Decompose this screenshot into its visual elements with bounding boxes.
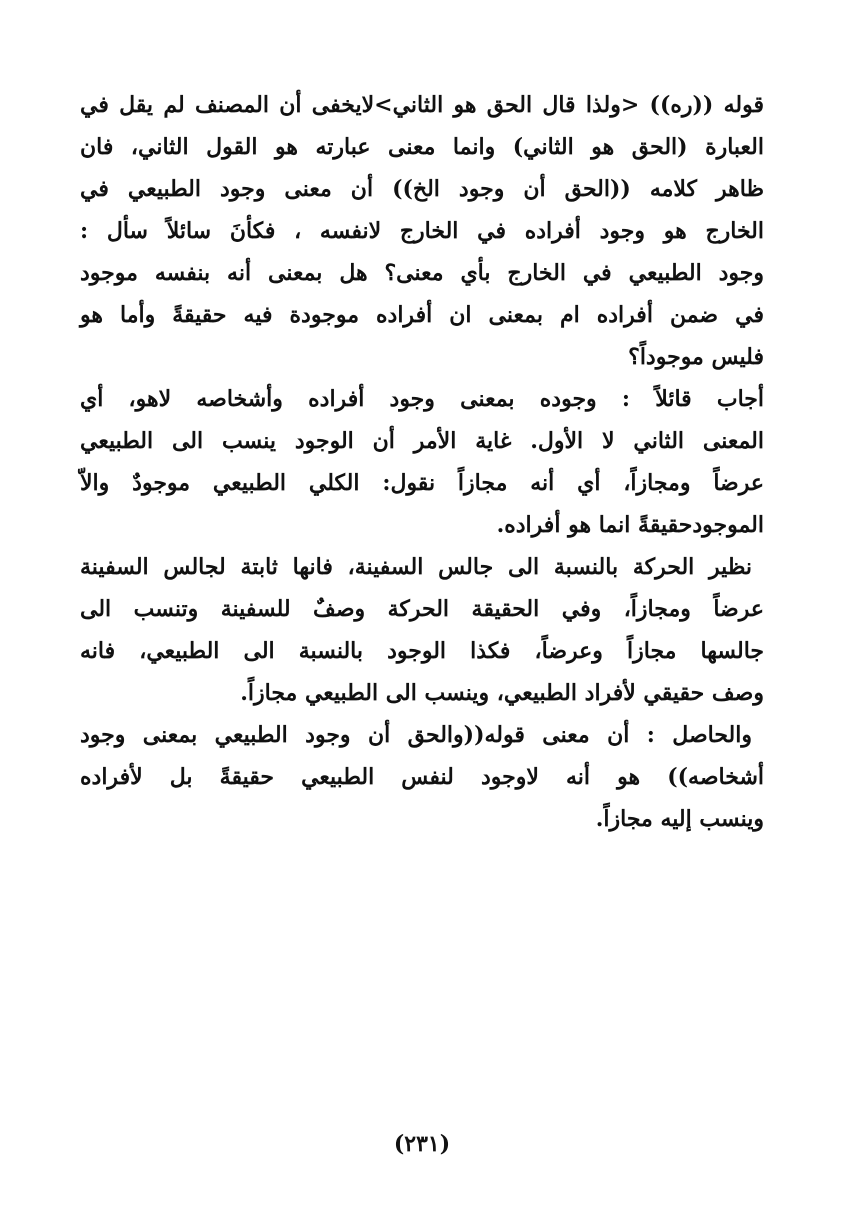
text-line: قوله ((ره)) <ولذا قال الحق هو الثاني>لايخفى أن المصنف لم يقل في [80,92,764,118]
text-line: فليس موجوداً؟ [628,344,764,370]
page-number: (٢٣١) [393,1131,451,1157]
text-line: نظير الحركة بالنسبة الى جالس السفينة، فانها ثابتة لجالس السفينة [80,554,752,580]
text-line: عرضاً ومجازاً، أي أنه مجازاً نقول: الكلي الطبيعي موجودٌ والاّ [80,470,764,496]
body-text [80,84,764,840]
text-line: الموجودحقيقةً انما هو أفراده. [496,512,764,538]
text-line: عرضاً ومجازاً، وفي الحقيقة الحركة وصفٌ للسفينة وتنسب الى [80,596,764,622]
text-line: جالسها مجازاً وعرضاً، فكذا الوجود بالنسبة الى الطبيعي، فانه [80,638,764,664]
text-line: العبارة (الحق هو الثاني) وانما معنى عبارته هو القول الثاني، فان [80,134,764,160]
text-line: أشخاصه)) هو أنه لاوجود لنفس الطبيعي حقيقةً بل لأفراده [80,764,764,790]
text-line: المعنى الثاني لا الأول. غاية الأمر أن الوجود ينسب الى الطبيعي [80,428,764,454]
text-line: وصف حقيقي لأفراد الطبيعي، وينسب الى الطبيعي مجازاً. [240,680,764,706]
text-line: الخارج هو وجود أفراده في الخارج لانفسه ، فكأنَ سائلاً سأل : [80,218,764,244]
text-line: والحاصل : أن معنى قوله((والحق أن وجود الطبيعي بمعنى وجود [80,722,752,748]
text-line: ظاهر كلامه ((الحق أن وجود الخ)) أن معنى وجود الطبيعي في [80,176,764,202]
text-line: في ضمن أفراده ام بمعنى ان أفراده موجودة فيه حقيقةً وأما هو [80,302,764,328]
text-line: وجود الطبيعي في الخارج بأي معنى؟ هل بمعنى أنه بنفسه موجود [80,260,764,286]
text-line: وينسب إليه مجازاً. [595,806,764,832]
text-line: أجاب قائلاً : وجوده بمعنى وجود أفراده وأشخاصه لاهو، أي [80,386,764,412]
